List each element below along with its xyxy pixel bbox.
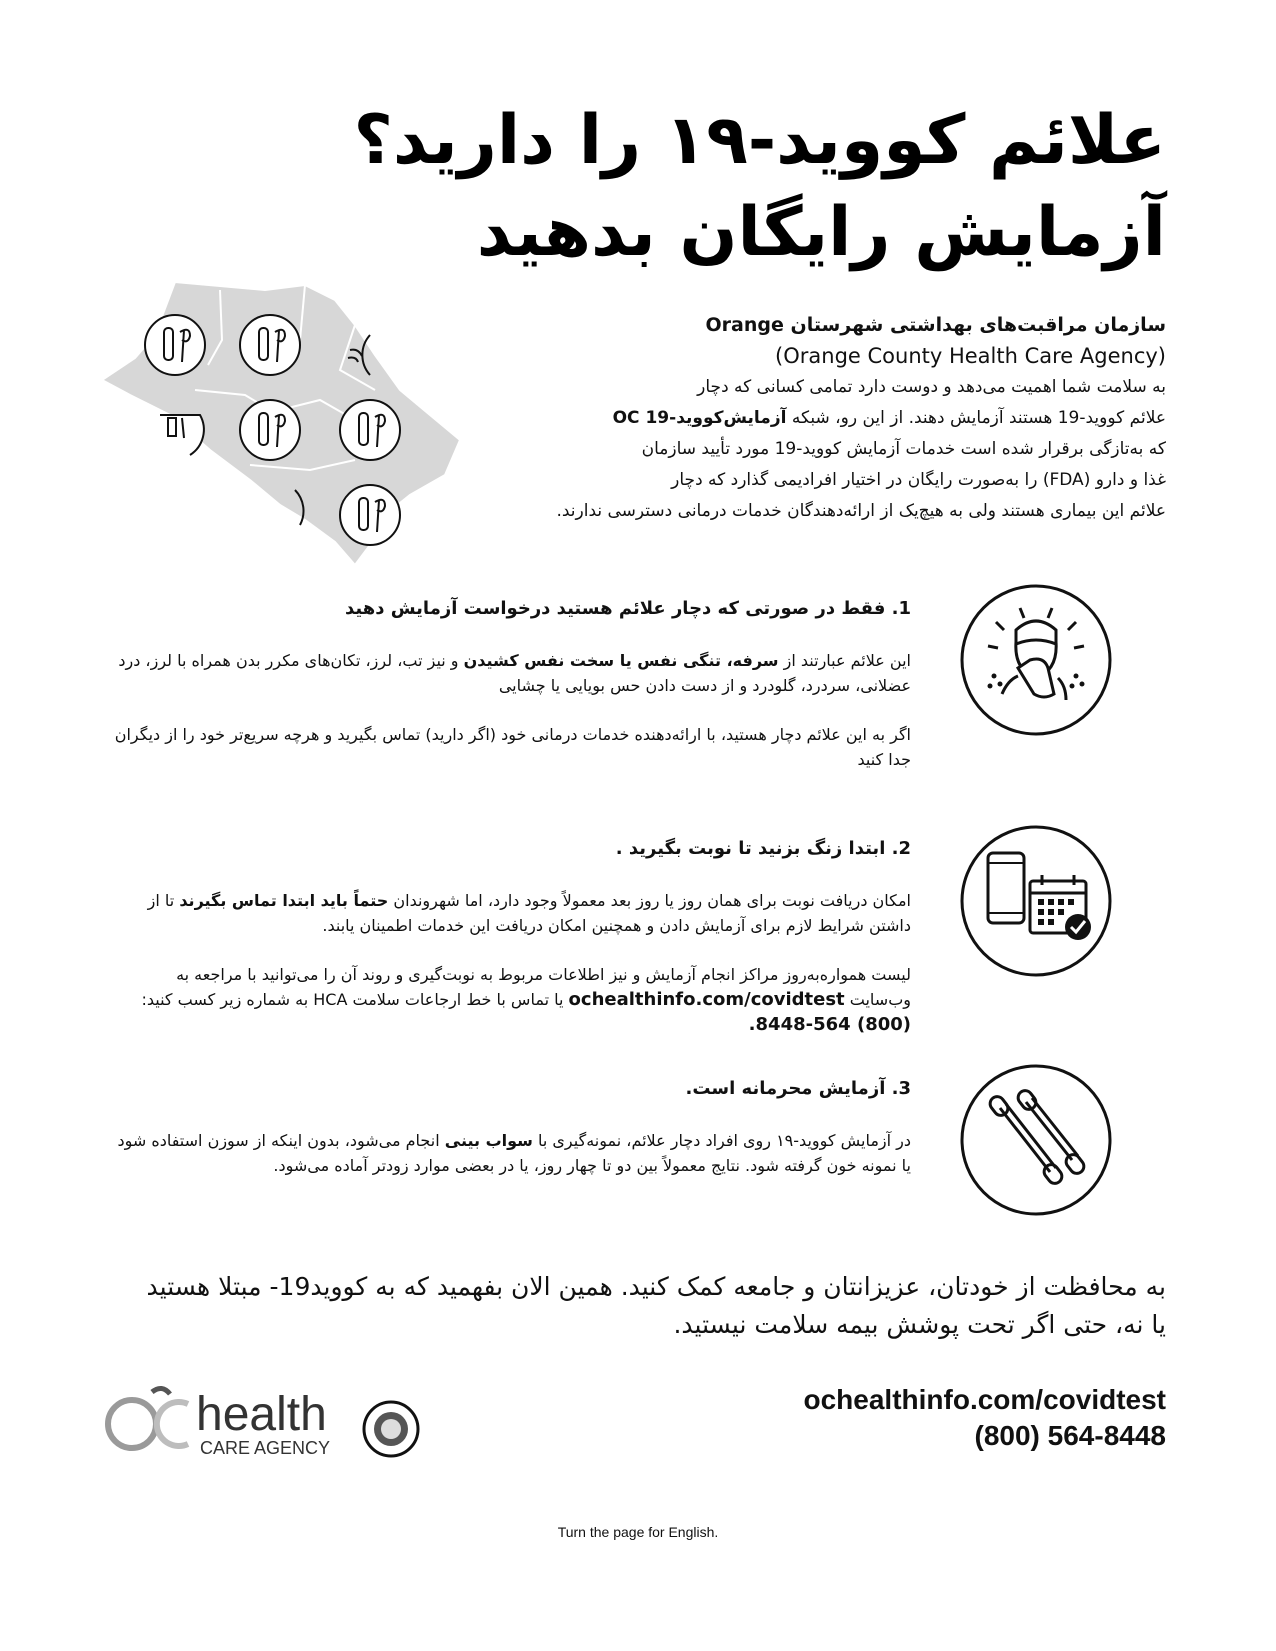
title-line-2: آزمایش رایگان بدهید xyxy=(476,193,1166,272)
sneezing-person-icon xyxy=(958,582,1114,738)
test-tube-icon-8 xyxy=(340,485,400,545)
logo-health-text: health xyxy=(196,1388,327,1441)
section-1 xyxy=(111,596,911,796)
swab-icon xyxy=(958,1062,1114,1218)
section-2-heading: 2. ابتدا زنگ بزنید تا نوبت بگیرید . xyxy=(615,838,911,859)
section-2 xyxy=(111,836,911,1061)
page-title xyxy=(266,95,1166,279)
test-tube-icon-2 xyxy=(240,315,300,375)
phone-calendar-icon xyxy=(958,823,1114,979)
section-2-appointment: امکان دریافت نوبت برای همان روز یا روز بعد معمولاً وجود دارد، اما شهروندان حتماً باید ابتدا تماس بگیرند تا از داشتن شرایط لازم برای آزمایش دادن و همچنین امکان دریافت این خدمات اطمینان یابند. xyxy=(147,891,911,935)
contact-block xyxy=(804,1382,1167,1454)
title-line-1: علائم کووید-۱۹ را دارید؟ xyxy=(353,101,1166,180)
intro-line-5: علائم این بیماری هستند ولی به هیچ‌یک از ارائه‌دهندگان خدمات درمانی دسترسی ندارند. xyxy=(556,501,1166,521)
org-name-fa: سازمان مراقبت‌های بهداشتی شهرستان Orange xyxy=(705,314,1166,336)
intro-text xyxy=(466,310,1166,527)
section-1-symptoms: این علائم عبارتند از سرفه، تنگی نفس یا سخت نفس کشیدن و نیز تب، لرز، تکان‌های مکرر بدن همراه با لرز، درد عضلانی، سردرد، گلودرد و از دست دادن حس بویایی یا چشایی xyxy=(118,651,911,695)
test-tube-icon-6 xyxy=(340,400,400,460)
county-map xyxy=(100,280,470,570)
section-1-heading: 1. فقط در صورتی که دچار علائم هستید درخواست آزمایش دهید xyxy=(345,598,911,619)
contact-phone[interactable]: (800) 564-8448 xyxy=(974,1420,1166,1451)
intro-line-3: که به‌تازگی برقرار شده است خدمات آزمایش کووید-19 مورد تأیید سازمان xyxy=(641,439,1166,459)
test-tube-icon-1 xyxy=(145,315,205,375)
logo-o-mark xyxy=(108,1400,156,1448)
section-3 xyxy=(111,1076,911,1202)
section-3-text: در آزمایش کووید-۱۹ روی افراد دچار علائم، نمونه‌گیری با سواب بینی انجام می‌شود، بدون اینکه از سوزن استفاده شود یا نمونه خون گرفته شود. نتایج معمولاً بین دو تا چهار روز، یا در بعضی موارد زودتر آماده می‌شود. xyxy=(117,1131,911,1175)
intro-network-name: آزمایش‌کووید-19 OC xyxy=(612,408,787,428)
intro-line-4: غذا و دارو (FDA) را به‌صورت رایگان در اختیار افرادیمی گذارد که دچار xyxy=(671,470,1166,490)
section-1-advice: اگر به این علائم دچار هستید، با ارائه‌دهنده خدمات درمانی خود (اگر دارید) تماس بگیرید و هرچه سریع‌تر خود را از دیگران جدا کنید xyxy=(114,725,911,769)
org-name-en: (Orange County Health Care Agency) xyxy=(775,344,1166,368)
intro-line-2: علائم کووید-19 هستند آزمایش دهند. از این رو، شبکه آزمایش‌کووید-19 OC xyxy=(612,408,1166,428)
closing-statement: به محافظت از خودتان، عزیزانتان و جامعه کمک کنید. همین الان بفهمید که به کووید19- مبتلا هستید یا نه، حتی اگر تحت پوشش بیمه سلامت نیستید. xyxy=(146,1272,1166,1339)
county-seal xyxy=(364,1402,418,1456)
hca-logo xyxy=(104,1382,424,1472)
contact-url[interactable]: ochealthinfo.com/covidtest xyxy=(803,1384,1166,1415)
test-tube-icon-4 xyxy=(160,415,204,455)
section-3-heading: 3. آزمایش محرمانه است. xyxy=(685,1078,911,1099)
logo-care-agency-text: CARE AGENCY xyxy=(200,1438,331,1458)
section-2-phone[interactable]: (800) 564-8448. xyxy=(748,1014,911,1035)
turn-page-note: Turn the page for English. xyxy=(557,1524,719,1540)
section-2-url[interactable]: ochealthinfo.com/covidtest xyxy=(568,989,845,1010)
test-tube-icon-5 xyxy=(240,400,300,460)
intro-line-1: به سلامت شما اهمیت می‌دهد و دوست دارد تمامی کسانی که دچار xyxy=(697,377,1166,397)
logo-c-mark xyxy=(157,1402,188,1446)
section-2-list: لیست همواره‌به‌روز مراکز انجام آزمایش و نیز اطلاعات مربوط به نوبت‌گیری و روند آن را می‌توانید با مراجعه به وب‌سایت ochealthinfo.com/covidtest یا تماس با خط ارجاعات سلامت HCA به شماره زیر کسب کنید: (800) 564-8448. xyxy=(141,965,911,1035)
